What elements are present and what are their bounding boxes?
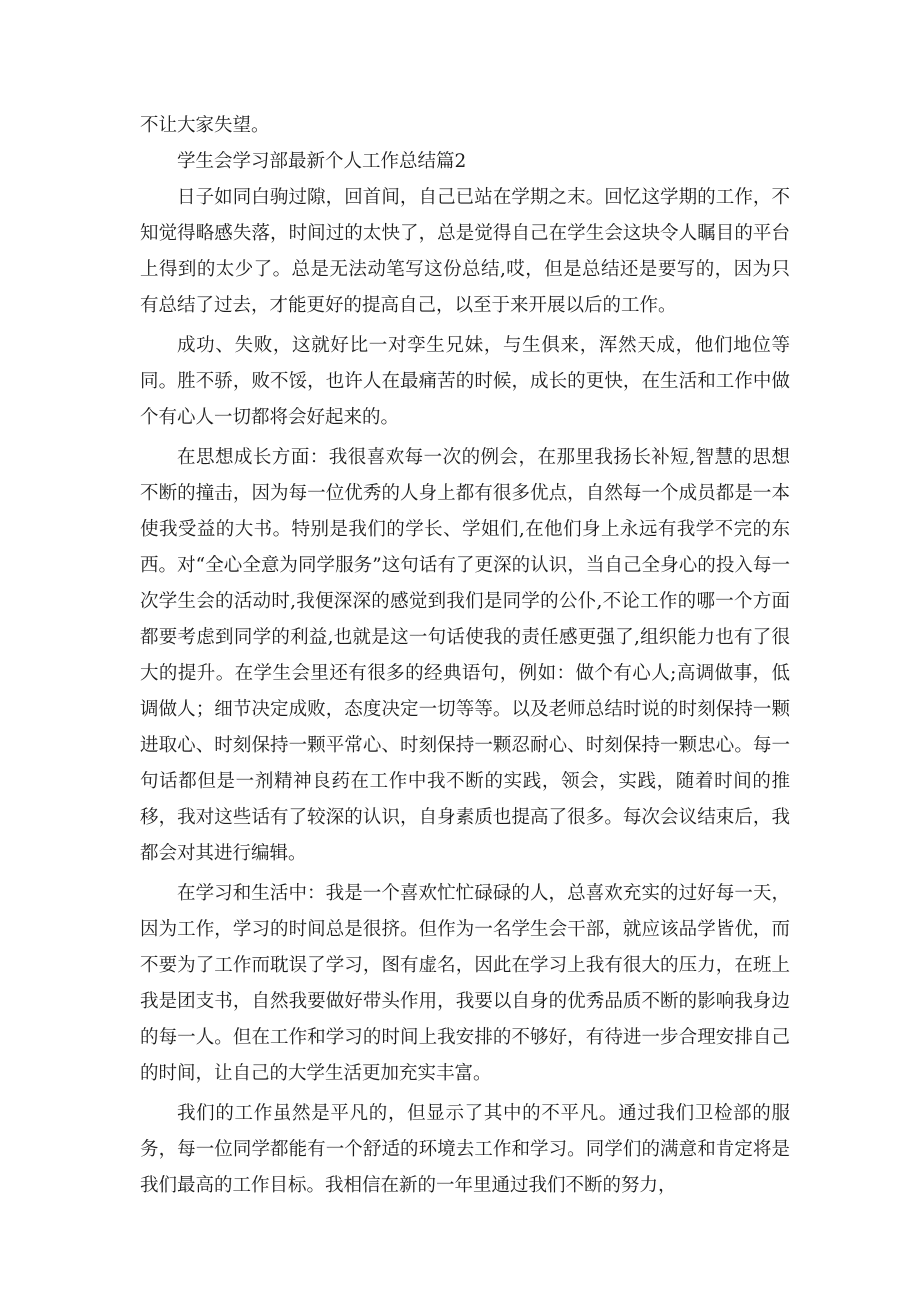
paragraph-continuation: 不让大家失望。 — [140, 115, 270, 136]
paragraph-thought-growth: 在思想成长方面：我很喜欢每一次的例会，在那里我扬长补短,智慧的思想不断的撞击，因为每一位优秀的人身上都有很多优点，自然每一个成员都是一本使我受益的大书。特别是我们的学长、学姐们,在他们身上永远有我学不完的东西。对“全心全意为同学服务”这句话有了更深的认识，当自己全身心的投入每一次学生会的活动时,我便深深的感觉到我们是同学的公仆,不论工作的哪一个方面都要考虑到同学的利益,也就是这一句话使我的责任感更强了,组织能力也有了很大的提升。在学生会里还有很多的经典语句，例如：做个有心人;高调做事，低调做人；细节决定成败，态度决定一切等等。以及老师总结时说的时刻保持一颗进取心、时刻保持一颗平常心、时刻保持一颗忍耐心、时刻保持一颗忠心。每一句话都但是一剂精神良药在工作中我不断的实践，领会，实践，随着时间的推移，我对这些话有了较深的认识，自身素质也提高了很多。每次会议结束后，我都会对其进行编辑。 — [140, 447, 790, 864]
paragraph-study-life: 在学习和生活中：我是一个喜欢忙忙碌碌的人，总喜欢充实的过好每一天，因为工作，学习的时间总是很挤。但作为一名学生会干部，就应该品学皆优，而不要为了工作而耽误了学习，图有虚名，因此在学习上我有很大的压力，在班上我是团支书，自然我要做好带头作用，我要以自身的优秀品质不断的影响我身边的每一人。但在工作和学习的时间上我安排的不够好，有待进一步合理安排自己的时间，让自己的大学生活更加充实丰富。 — [140, 883, 790, 1084]
paragraph-work-summary: 我们的工作虽然是平凡的，但显示了其中的不平凡。通过我们卫检部的服务，每一位同学都能有一个舒适的环境去工作和学习。同学们的满意和肯定将是我们最高的工作目标。我相信在新的一年里通过我们不断的努力， — [140, 1103, 790, 1196]
paragraph-success-failure: 成功、失败，这就好比一对孪生兄妹，与生俱来，浑然天成，他们地位等同。胜不骄，败不馁，也许人在最痛苦的时候，成长的更快，在生活和工作中做个有心人一切都将会好起来的。 — [140, 335, 790, 428]
document-body — [140, 108, 790, 1204]
paragraph-intro: 日子如同白驹过隙，回首间，自己已站在学期之末。回忆这学期的工作，不知觉得略感失落，时间过的太快了，总是觉得自己在学生会这块令人瞩目的平台上得到的太少了。总是无法动笔写这份总结,哎，但是总结还是要写的，因为只有总结了过去，才能更好的提高自己，以至于来开展以后的工作。 — [140, 187, 790, 316]
section-heading: 学生会学习部最新个人工作总结篇2 — [177, 151, 467, 172]
